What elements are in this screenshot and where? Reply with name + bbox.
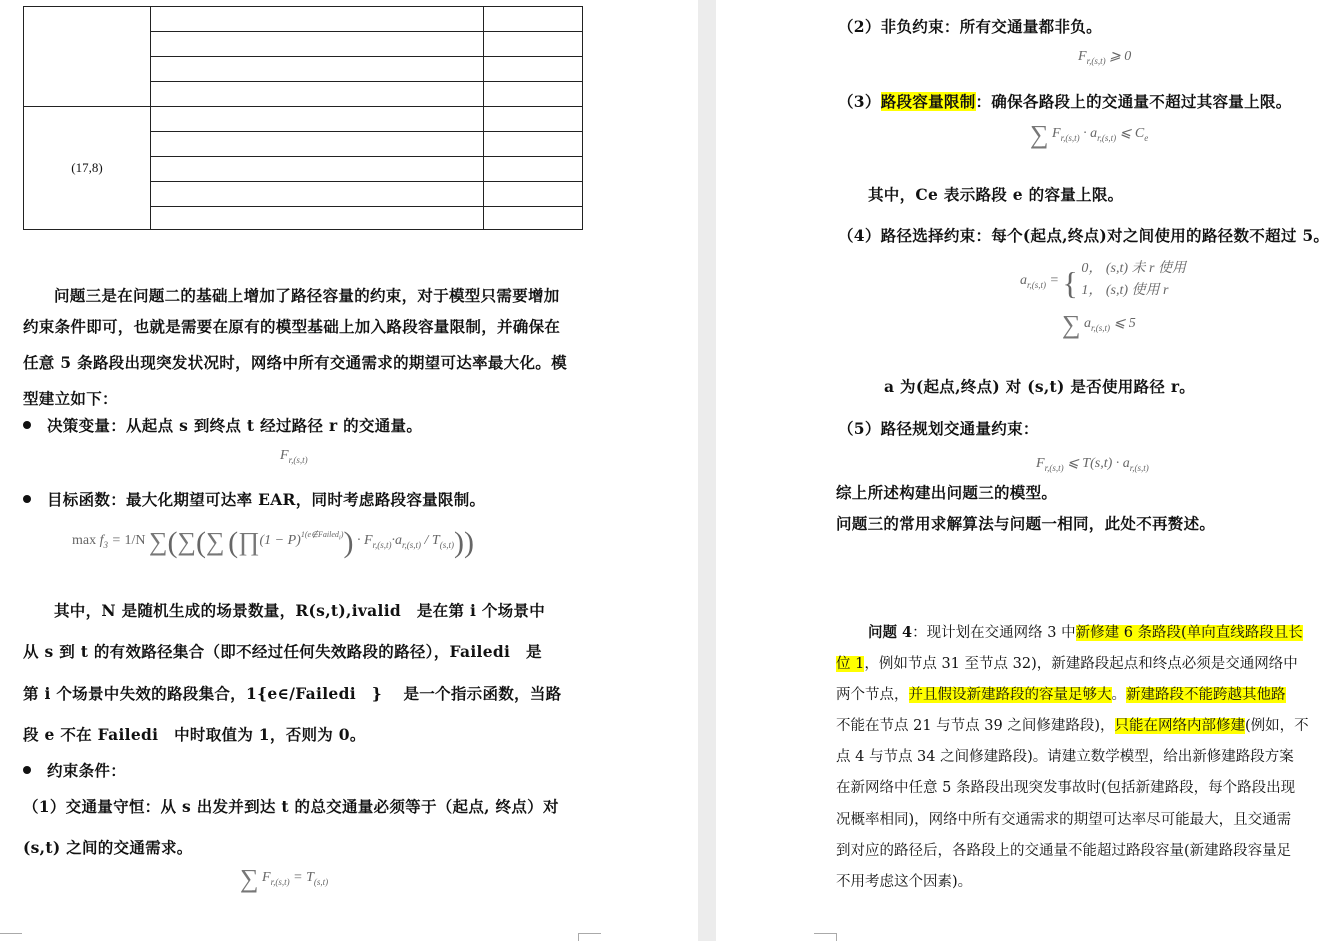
formula-path-indicator: $a_{r,(s,t)}$ = { 0， (s,t) 未 r 使用 1， (s,t) 使用 r [1020,261,1186,301]
table-cell [484,82,583,107]
explain-line: 第 i 个场景中失效的路段集合，1{e∈/Failedi } 是一个指示函数，当路 [23,684,562,703]
table-cell [484,157,583,182]
constraint-4: （4）路径选择约束：每个(起点,终点)对之间使用的路径数不超过 5。 [838,226,1330,245]
intro-line: 任意 5 条路段出现突发状况时，网络中所有交通需求的期望可达率最大化。模 [23,353,567,372]
q4-text: ：现计划在交通网络 3 中 [912,625,1076,641]
bullet-icon [23,421,31,429]
table-cell [484,107,583,132]
table-cell [151,57,484,82]
results-table [23,6,583,230]
formula-flow-conservation: ∑ $F_{r,(s,t)} = T_{(s,t)}$ [240,864,329,893]
summary-line: 问题三的常用求解算法与问题一相同，此处不再赘述。 [836,514,1216,533]
q4-text: 不能在节点 21 与节点 39 之间修建路段)， [836,718,1115,734]
q4-line [836,683,1286,704]
formula-F: $F_{r,(s,t)}$ [280,448,308,465]
table-cell [484,132,583,157]
objective-item [23,488,485,510]
q4-line [836,714,1309,735]
explain-line: 从 s 到 t 的有效路径集合（即不经过任何失效路段的路径），Failedi 是 [23,642,542,661]
case-0: 0， (s,t) 未 r 使用 [1081,261,1186,276]
page-corner-mark [0,933,22,941]
q4-line: 在新网络中任意 5 条路段出现突发事故时(包括新建路段，每个路段出现 [836,780,1296,796]
constraint-3-highlight: 路段容量限制 [880,92,976,111]
case-1: 1， (s,t) 使用 r [1081,283,1169,298]
page-corner-mark [814,933,837,941]
constraint-4-note: a 为(起点,终点) 对 (s,t) 是否使用路径 r。 [884,377,1196,396]
decision-variable-item [23,414,422,436]
table-cell [151,32,484,57]
q4-text: 两个节点， [836,687,909,703]
formula-nonnegative: $F_{r,(s,t)}$ ⩾ 0 [1078,49,1132,66]
q4-text: (例如，不 [1245,718,1309,734]
q4-line: 点 4 与节点 34 之间修建路段)。请建立数学模型，给出新修建路段方案 [836,749,1294,765]
q4-line [868,621,1303,642]
q4-line: 到对应的路径后，各路段上的交通量不能超过路段容量(新建路段容量足 [836,843,1292,859]
intro-line: 问题三是在问题二的基础上增加了路径容量的约束，对于模型只需要增加 [54,286,560,305]
intro-line: 型建立如下： [23,389,118,408]
constraint-2: （2）非负约束：所有交通量都非负。 [838,17,1102,36]
constraint-3-text: ：确保各路段上的交通量不超过其容量上限。 [975,92,1292,111]
formula-path-limit: ∑ $a_{r,(s,t)}$ ⩽ 5 [1062,310,1136,339]
table-cell [484,7,583,32]
q4-line: 况概率相同)，网络中所有交通需求的期望可达率尽可能最大，且交通需 [836,812,1292,828]
bullet-icon [23,766,31,774]
document-page-right [716,0,1335,941]
q4-text: ，例如节点 31 至节点 32)，新建路段起点和终点必须是交通网络中 [864,656,1298,672]
table-cell [484,57,583,82]
constraint-3-note: 其中，Ce 表示路段 e 的容量上限。 [868,185,1124,204]
table-cell [151,7,484,32]
table-cell [484,207,583,230]
constraint-1-line: （1）交通量守恒：从 s 出发并到达 t 的总交通量必须等于（起点, 终点）对 [23,797,559,816]
q4-title: 问题 4 [868,624,913,641]
formula-path-flow: $F_{r,(s,t)}$ ⩽ $T(s,t) \cdot a_{r,(s,t)}$ [1036,456,1149,473]
table-cell [151,82,484,107]
explain-line: 其中，N 是随机生成的场景数量，R(s,t),ivalid 是在第 i 个场景中 [54,601,546,620]
explain-line: 段 e 不在 Failedi 中时取值为 1，否则为 0。 [23,725,366,744]
decision-variable-text: 决策变量：从起点 s 到终点 t 经过路径 r 的交通量。 [47,416,423,435]
table-cell [151,182,484,207]
constraint-5: （5）路径规划交通量约束： [838,419,1039,438]
formula-capacity: ∑ $F_{r,(s,t)} \cdot a_{r,(s,t)}$ ⩽ $C_e$ [1030,120,1149,149]
constraint-1-line: (s,t) 之间的交通需求。 [23,838,193,857]
constraints-item [23,759,126,781]
formula-objective: $\max f_3 = 1/N$ ∑(∑(∑ (∏(1 − $P)^{1(e\notin Failed_i)}) \cdot F_{r,(s,t)}\cdot a_{r,(s,t)} / T_{(s,t)}$)) [72,526,474,559]
constraint-3-prefix: （3） [838,92,881,111]
table-cell [24,7,151,107]
table-cell [151,207,484,230]
constraints-title: 约束条件： [47,761,127,780]
table-cell [484,182,583,207]
q4-highlight: 位 1 [836,656,865,672]
objective-text: 目标函数：最大化期望可达率 EAR，同时考虑路段容量限制。 [47,490,486,509]
bullet-icon [23,495,31,503]
page-corner-mark [578,933,601,941]
table-cell [151,132,484,157]
q4-highlight: 只能在网络内部修建 [1114,718,1245,734]
q4-line [836,652,1298,673]
table-group-label: (17,8) [24,107,151,230]
intro-line: 约束条件即可，也就是需要在原有的模型基础上加入路段容量限制，并确保在 [23,317,561,336]
constraint-3 [838,90,1292,112]
q4-text: 。 [1111,687,1126,703]
q4-highlight: 新修建 6 条路段(单向直线路段且长 [1075,625,1303,641]
q4-highlight: 新建路段不能跨越其他路 [1126,687,1286,703]
q4-line: 不用考虑这个因素)。 [836,874,973,890]
table-cell [151,107,484,132]
table-cell [484,32,583,57]
summary-line: 综上所述构建出问题三的模型。 [836,483,1058,502]
table-cell [151,157,484,182]
q4-highlight: 并且假设新建路段的容量足够大 [908,687,1112,703]
